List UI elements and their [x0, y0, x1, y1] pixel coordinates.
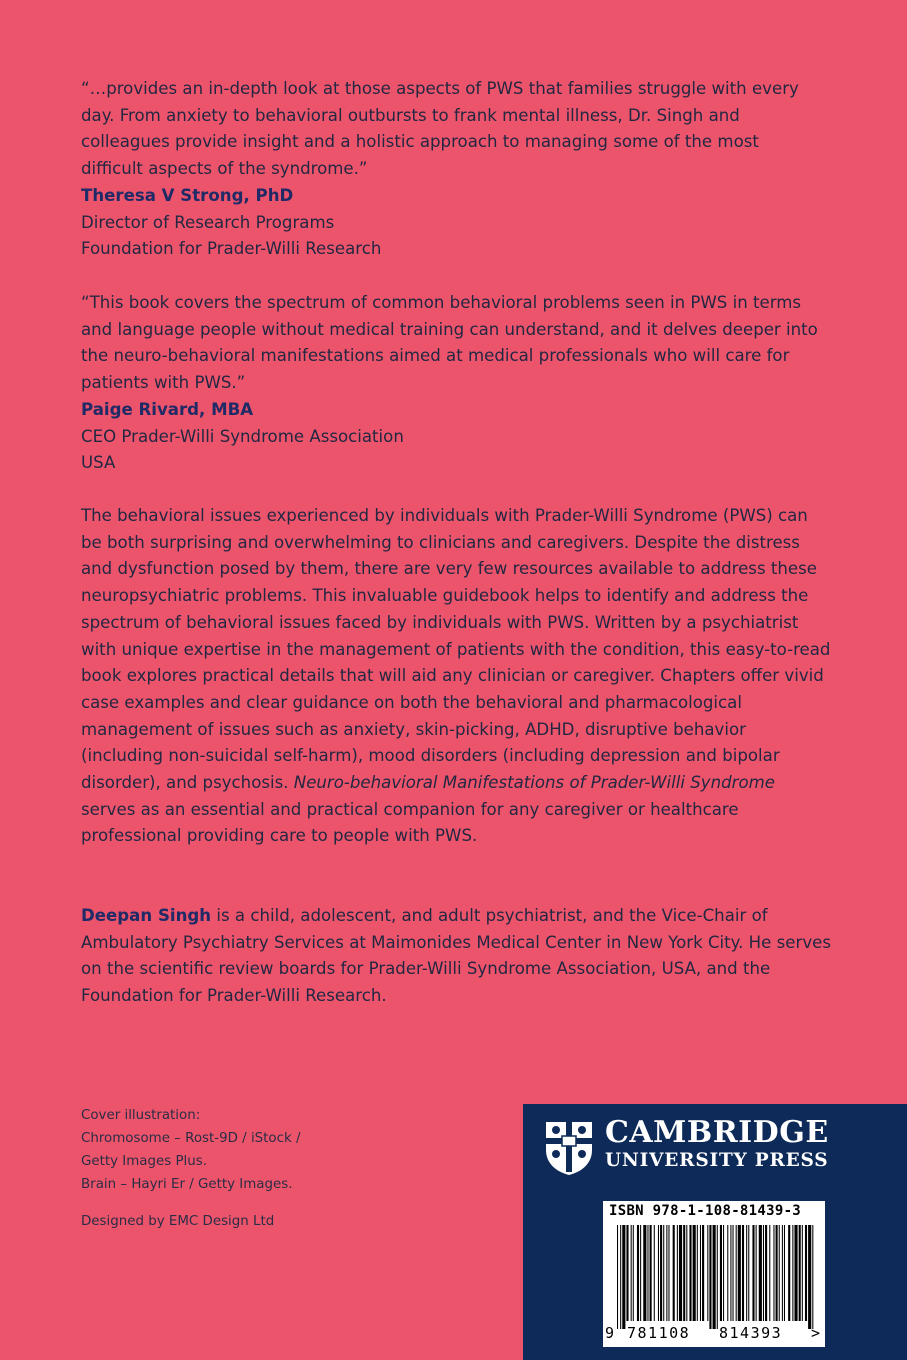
quote-author-name: Theresa V Strong, PhD	[81, 185, 294, 205]
barcode-bar	[650, 1225, 652, 1321]
barcode-bar	[779, 1225, 780, 1321]
cambridge-shield-icon	[544, 1120, 594, 1176]
designer-credit: Designed by EMC Design Ltd	[81, 1214, 275, 1229]
barcode-bar	[765, 1225, 767, 1321]
quote-block-2	[81, 290, 826, 477]
barcode-digit-lead: 9	[605, 1324, 615, 1342]
barcode-bar	[759, 1225, 762, 1321]
barcode-bar	[756, 1225, 757, 1321]
barcode-bar	[686, 1225, 687, 1321]
barcode-bar	[689, 1225, 691, 1321]
isbn-label: ISBN 978-1-108-81439-3	[609, 1203, 802, 1219]
barcode-bar	[654, 1225, 655, 1321]
barcode-bar	[660, 1225, 662, 1321]
barcode-bar	[683, 1225, 685, 1321]
barcode-bar	[702, 1225, 704, 1321]
quote-text: “This book covers the spectrum of common behavioral problems seen in PWS in terms and language people without medical training can understand, and it delves deeper into the neuro-behavioral manifestations aimed at medical professionals who will care for patients with PWS.”	[81, 293, 818, 393]
barcode-bar	[748, 1225, 749, 1321]
credit-line: Cover illustration:	[81, 1108, 201, 1123]
barcode-bar	[679, 1225, 682, 1321]
barcode-bar	[763, 1225, 764, 1321]
description-text	[81, 503, 833, 850]
barcode-bar	[736, 1225, 737, 1321]
barcode-quiet-mark: >	[811, 1324, 821, 1342]
quote-block-1	[81, 76, 826, 263]
barcode-bar	[769, 1225, 770, 1321]
quote-author-org: Foundation for Prader-Willi Research	[81, 239, 382, 259]
barcode-bar	[622, 1225, 625, 1329]
barcode-bar	[631, 1225, 632, 1321]
barcode-bar	[709, 1225, 711, 1329]
book-title-italic: Neuro-behavioral Manifestations of Prader-Willi Syndrome	[293, 773, 775, 793]
publisher-name-line-2: UNIVERSITY PRESS	[605, 1150, 829, 1171]
barcode-bar	[794, 1225, 797, 1321]
author-name: Deepan Singh	[81, 906, 212, 925]
barcode-bar	[799, 1225, 801, 1321]
author-bio-body: is a child, adolescent, and adult psychiatrist, and the Vice-Chair of Ambulatory Psychiatry Services at Maimonides Medical Center in New York City. He serves on the scientific review boards for Prader-Willi Syndrome Association, USA, and the Foundation for Prader-Willi Research.	[81, 906, 831, 1006]
barcode-bar	[647, 1225, 648, 1321]
isbn-barcode	[603, 1201, 825, 1347]
barcode-bar	[742, 1225, 744, 1321]
quote-author-org: USA	[81, 453, 116, 473]
barcode-bar	[713, 1225, 716, 1329]
barcode-bar	[677, 1225, 678, 1321]
barcode-bar	[640, 1225, 641, 1321]
barcode-bar	[730, 1225, 731, 1321]
barcode-bar	[658, 1225, 659, 1321]
barcode-bar	[738, 1225, 741, 1321]
book-description	[81, 503, 833, 850]
barcode-bar	[673, 1225, 675, 1321]
barcode-bar	[792, 1225, 793, 1321]
publisher-name-line-1: CAMBRIDGE	[605, 1115, 829, 1150]
author-bio-text	[81, 903, 833, 1010]
barcode-bar	[617, 1225, 618, 1329]
barcode-bar	[733, 1225, 734, 1321]
barcode-bar	[633, 1225, 634, 1321]
barcode-bar	[663, 1225, 664, 1321]
description-part-2: serves as an essential and practical companion for any caregiver or healthcare professional providing care to people with PWS.	[81, 799, 739, 846]
credit-line: Getty Images Plus.	[81, 1154, 207, 1169]
credit-line: Brain – Hayri Er / Getty Images.	[81, 1177, 293, 1192]
author-bio	[81, 903, 833, 1010]
barcode-bar	[700, 1225, 701, 1321]
barcode-bar	[782, 1225, 783, 1321]
barcode-bar	[784, 1225, 785, 1321]
barcode-bar	[637, 1225, 639, 1321]
barcode-bar	[626, 1225, 628, 1321]
barcode-bar	[776, 1225, 778, 1321]
quote-author-title: CEO Prader-Willi Syndrome Association	[81, 426, 404, 446]
barcode-bars	[603, 1225, 825, 1329]
cover-credits	[81, 1104, 301, 1196]
barcode-bar	[668, 1225, 669, 1321]
barcode-bar	[666, 1225, 667, 1321]
barcode-bar	[812, 1225, 813, 1329]
barcode-bar	[697, 1225, 698, 1321]
credit-line: Chromosome – Rost-9D / iStock /	[81, 1131, 301, 1146]
barcode-bar	[788, 1225, 790, 1321]
barcode-bar	[717, 1225, 718, 1329]
publisher-panel	[523, 1104, 907, 1360]
barcode-digits-left: 781108	[627, 1324, 691, 1342]
barcode-bar	[720, 1225, 722, 1321]
barcode-bar	[805, 1225, 807, 1321]
barcode-bar	[808, 1225, 811, 1329]
description-part-1: The behavioral issues experienced by individuals with Prader-Willi Syndrome (PWS) can be both surprising and overwhelming to clinicians and caregivers. Despite the distress and dysfunction posed by them, there are very few resources available to address these neuropsychiatric problems. This invaluable guidebook helps to identify and address the spectrum of behavioral issues faced by individuals with PWS. Written by a psychiatrist with unique expertise in the management of patients with the condition, this easy-to-read book explores practical details that will aid any clinician or caregiver. Chapters offer vivid case examples and clear guidance on both the behavioral and pharmacological management of issues such as anxiety, skin-picking, ADHD, disruptive behavior (including non-suicidal self-harm), mood disorders (including depression and bipolar disorder), and psychosis.	[81, 506, 831, 793]
barcode-bar	[620, 1225, 621, 1329]
quote-author-name: Paige Rivard, MBA	[81, 399, 254, 419]
publisher-name	[605, 1116, 829, 1172]
barcode-bar	[723, 1225, 724, 1321]
barcode-digits-right: 814393	[719, 1324, 783, 1342]
barcode-bar	[746, 1225, 747, 1321]
barcode-bar	[752, 1225, 754, 1321]
barcode-bar	[773, 1225, 774, 1321]
barcode-bar	[802, 1225, 803, 1321]
quote-text: “…provides an in-depth look at those aspects of PWS that families struggle with every day. From anxiety to behavioral outbursts to frank mental illness, Dr. Singh and colleagues provide insight and a holistic approach to managing some of the most difficult aspects of the syndrome.”	[81, 79, 799, 179]
barcode-bar	[643, 1225, 646, 1321]
quote-author-title: Director of Research Programs	[81, 212, 335, 232]
barcode-bar	[693, 1225, 696, 1321]
barcode-bar	[707, 1225, 708, 1321]
barcode-bar	[727, 1225, 728, 1321]
